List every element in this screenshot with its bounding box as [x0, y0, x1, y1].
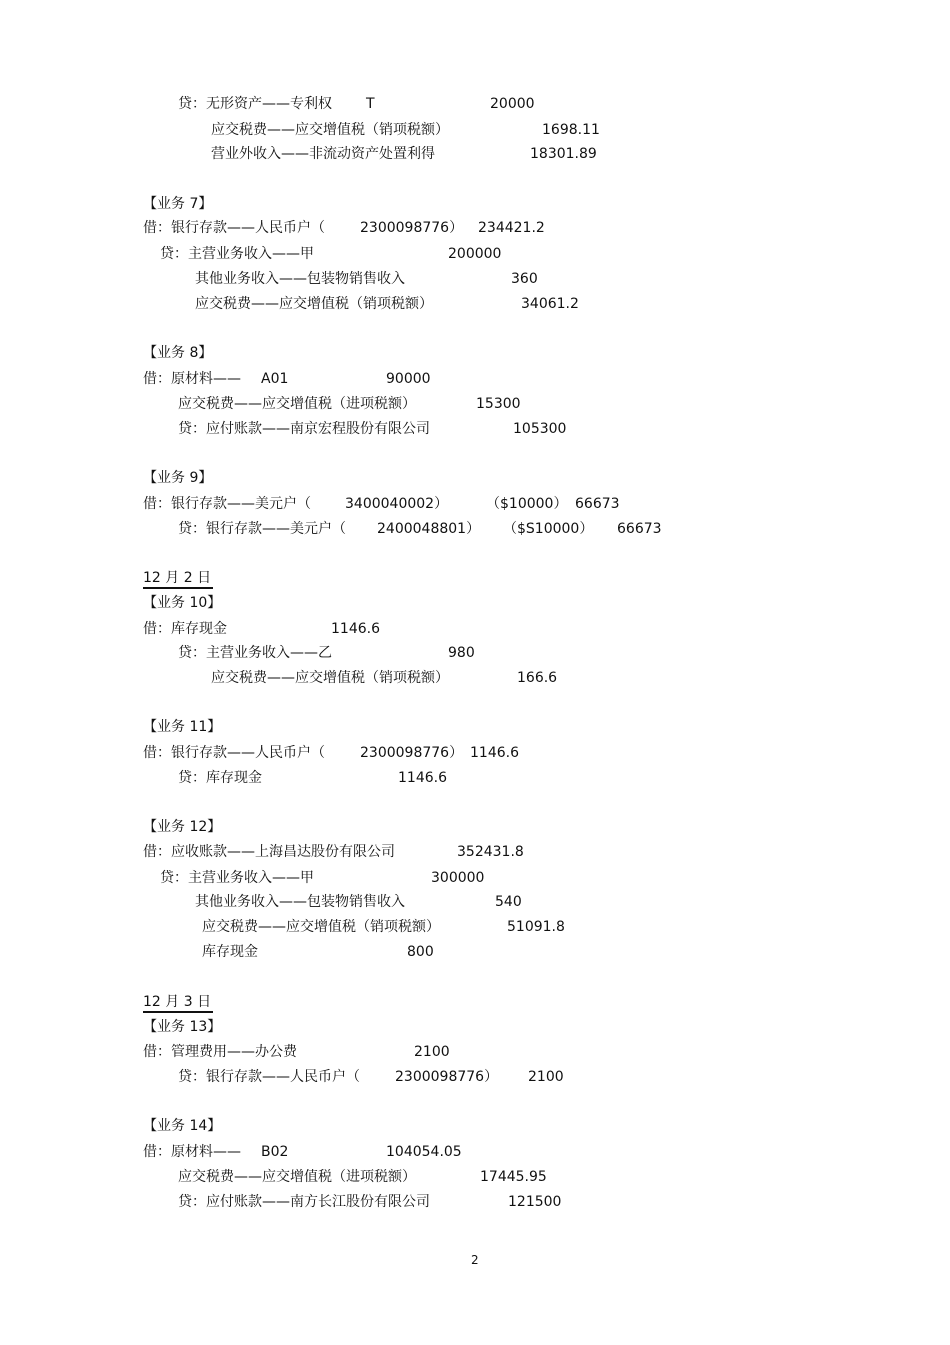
- amount: 66673: [575, 496, 620, 512]
- amount: 1698.11: [542, 122, 600, 138]
- account-number: 2300098776）: [360, 745, 464, 761]
- entry-line: 库存现金: [202, 944, 258, 960]
- entry-line: 借：原材料——: [143, 371, 241, 387]
- page-number: 2: [471, 1253, 479, 1267]
- business-heading: 【业务 13】: [143, 1019, 222, 1035]
- entry-line: 应交税费——应交增值税（销项税额）: [211, 122, 449, 138]
- entry-line: 贷：无形资产——专利权: [178, 96, 332, 112]
- entry-line: 贷：银行存款——人民币户（: [178, 1069, 360, 1085]
- amount: 300000: [431, 870, 485, 886]
- foreign-amount: （$10000）: [486, 496, 568, 512]
- entry-line: 贷：应付账款——南方长江股份有限公司: [178, 1194, 430, 1210]
- entry-line: 贷：主营业务收入——甲: [160, 870, 314, 886]
- entry-line: 其他业务收入——包装物销售收入: [195, 271, 405, 287]
- amount: 104054.05: [386, 1144, 462, 1160]
- entry-line: 应交税费——应交增值税（销项税额）: [202, 919, 440, 935]
- business-heading: 【业务 12】: [143, 819, 222, 835]
- amount: 166.6: [517, 670, 558, 686]
- account-number: 2300098776）: [360, 220, 464, 236]
- account-number: 2400048801）: [377, 521, 481, 537]
- entry-line: 借：原材料——: [143, 1144, 241, 1160]
- entry-line: 贷：银行存款——美元户（: [178, 521, 346, 537]
- amount: 20000: [490, 96, 535, 112]
- amount: 1146.6: [398, 770, 447, 786]
- amount: 234421.2: [478, 220, 545, 236]
- amount: 352431.8: [457, 844, 524, 860]
- entry-line: 借：应收账款——上海昌达股份有限公司: [143, 844, 395, 860]
- entry-line: 贷：主营业务收入——甲: [160, 246, 314, 262]
- entry-line: 借：银行存款——美元户（: [143, 496, 311, 512]
- amount: 121500: [508, 1194, 562, 1210]
- amount: 540: [495, 894, 522, 910]
- amount: 200000: [448, 246, 502, 262]
- entry-line: 借：银行存款——人民币户（: [143, 220, 325, 236]
- entry-line: 借：管理费用——办公费: [143, 1044, 297, 1060]
- business-heading: 【业务 7】: [143, 196, 213, 212]
- business-heading: 【业务 8】: [143, 345, 213, 361]
- account-number: 2300098776）: [395, 1069, 499, 1085]
- business-heading: 【业务 10】: [143, 595, 222, 611]
- business-heading: 【业务 14】: [143, 1118, 222, 1134]
- amount: 980: [448, 645, 475, 661]
- entry-line: 应交税费——应交增值税（进项税额）: [178, 396, 416, 412]
- amount: 360: [511, 271, 538, 287]
- amount: 15300: [476, 396, 521, 412]
- entry-line: 贷：应付账款——南京宏程股份有限公司: [178, 421, 430, 437]
- amount: 90000: [386, 371, 431, 387]
- amount: 17445.95: [480, 1169, 547, 1185]
- amount: 51091.8: [507, 919, 565, 935]
- entry-line: 借：银行存款——人民币户（: [143, 745, 325, 761]
- entry-line: 贷：主营业务收入——乙: [178, 645, 332, 661]
- amount: 34061.2: [521, 296, 579, 312]
- amount: 1146.6: [470, 745, 519, 761]
- date-heading: 12 月 2 日: [143, 569, 213, 589]
- amount: 18301.89: [530, 146, 597, 162]
- amount: 800: [407, 944, 434, 960]
- material-code: A01: [261, 371, 289, 387]
- foreign-amount: （$S10000）: [503, 521, 594, 537]
- entry-line: 其他业务收入——包装物销售收入: [195, 894, 405, 910]
- account-number: 3400040002）: [345, 496, 449, 512]
- entry-line: 营业外收入——非流动资产处置利得: [211, 146, 435, 162]
- amount: 105300: [513, 421, 567, 437]
- entry-line: 借：库存现金: [143, 621, 227, 637]
- entry-line: 应交税费——应交增值税（进项税额）: [178, 1169, 416, 1185]
- business-heading: 【业务 9】: [143, 470, 213, 486]
- entry-line: 贷：库存现金: [178, 770, 262, 786]
- amount: 2100: [528, 1069, 564, 1085]
- amount: 66673: [617, 521, 662, 537]
- amount: 2100: [414, 1044, 450, 1060]
- business-heading: 【业务 11】: [143, 719, 222, 735]
- entry-line: T: [366, 96, 375, 112]
- entry-line: 应交税费——应交增值税（销项税额）: [211, 670, 449, 686]
- date-heading: 12 月 3 日: [143, 993, 213, 1013]
- entry-line: 应交税费——应交增值税（销项税额）: [195, 296, 433, 312]
- material-code: B02: [261, 1144, 289, 1160]
- amount: 1146.6: [331, 621, 380, 637]
